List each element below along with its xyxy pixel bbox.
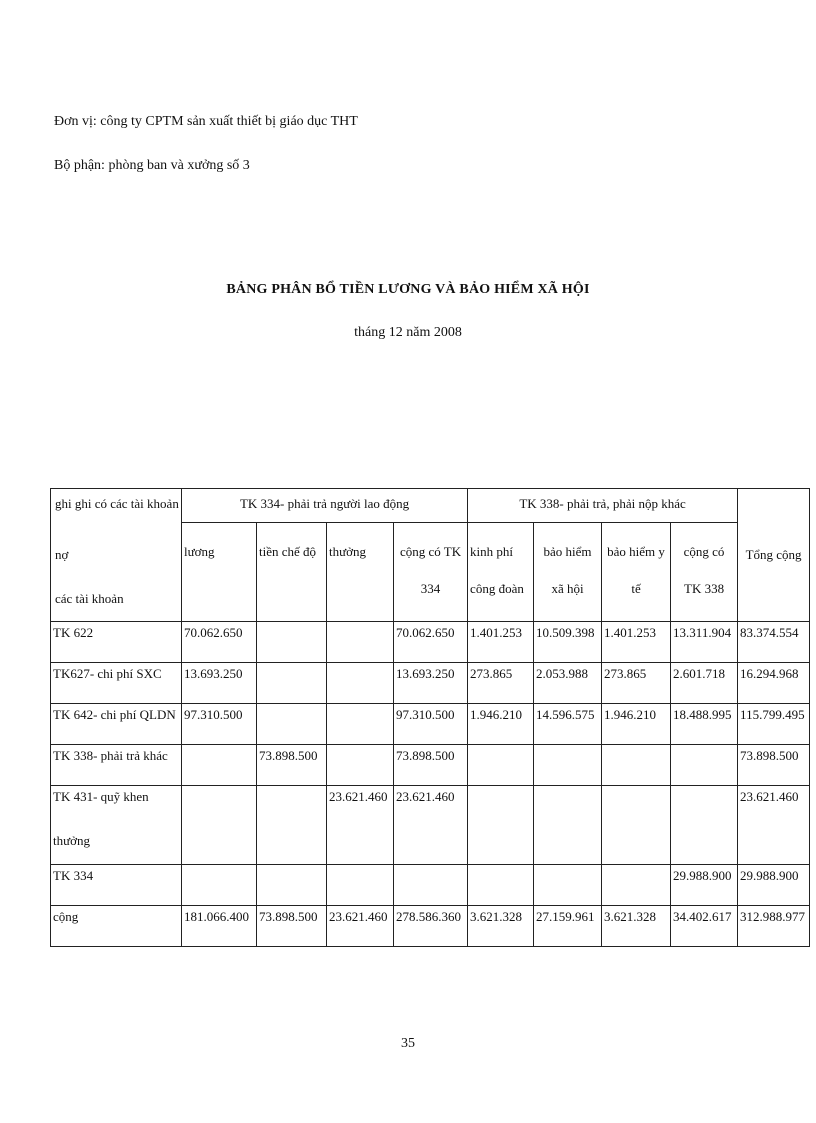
col-header-kinh-phi <box>468 523 534 622</box>
table-row <box>51 704 810 745</box>
unit-line: Đơn vị: công ty CPTM sản xuất thiết bị giáo dục THT <box>54 114 358 129</box>
cell-total: 73.898.500 <box>738 745 810 786</box>
cell-thuong <box>327 622 394 663</box>
cell-bhxh <box>534 745 602 786</box>
cell-kpcd <box>468 865 534 906</box>
col-luong-label: lương <box>184 544 215 560</box>
col-kinh-phi-line2: công đoàn <box>470 581 524 597</box>
cell-total: 29.988.900 <box>738 865 810 906</box>
cell-total: 23.621.460 <box>738 786 810 865</box>
col-bhyt-line1: bảo hiểm y <box>607 544 665 560</box>
col-header-bhxh <box>534 523 602 622</box>
row-label: TK 338- phải trả khác <box>51 745 182 786</box>
cell-luong: 70.062.650 <box>182 622 257 663</box>
cell-cong-334: 13.693.250 <box>394 663 468 704</box>
cell-thuong <box>327 745 394 786</box>
row-label: TK 334 <box>51 865 182 906</box>
col-bhyt-line2: tế <box>631 581 641 597</box>
cell-bhyt <box>602 786 671 865</box>
cell-bhxh: 27.159.961 <box>534 906 602 947</box>
col-header-cong-co-334 <box>394 523 468 622</box>
page-number: 35 <box>401 1036 415 1051</box>
cell-cong-334: 70.062.650 <box>394 622 468 663</box>
cell-che-do <box>257 865 327 906</box>
cell-cong-334: 97.310.500 <box>394 704 468 745</box>
cell-total: 16.294.968 <box>738 663 810 704</box>
cell-che-do <box>257 663 327 704</box>
document-subtitle: tháng 12 năm 2008 <box>354 325 462 340</box>
cell-bhxh <box>534 786 602 865</box>
cell-kpcd: 273.865 <box>468 663 534 704</box>
group-header-338: TK 338- phải trả, phải nộp khác <box>468 489 738 523</box>
row-label: TK627- chi phí SXC <box>51 663 182 704</box>
cell-cong-334: 23.621.460 <box>394 786 468 865</box>
col-tien-che-do-label: tiền chế độ <box>259 544 317 560</box>
cell-che-do: 73.898.500 <box>257 745 327 786</box>
cell-kpcd: 1.401.253 <box>468 622 534 663</box>
col-header-luong <box>182 523 257 622</box>
cell-che-do: 73.898.500 <box>257 906 327 947</box>
row-label-line2: thưởng <box>53 833 91 848</box>
cell-kpcd: 1.946.210 <box>468 704 534 745</box>
cell-cong-338: 18.488.995 <box>671 704 738 745</box>
cell-che-do <box>257 622 327 663</box>
cell-che-do <box>257 704 327 745</box>
row-label-line1: TK 431- quỹ khen <box>53 789 149 804</box>
cell-cong-338: 29.988.900 <box>671 865 738 906</box>
cell-bhyt <box>602 865 671 906</box>
col-bhxh-line2: xã hội <box>551 581 584 597</box>
row-label <box>51 786 182 865</box>
cell-cong-334: 278.586.360 <box>394 906 468 947</box>
row-label: TK 622 <box>51 622 182 663</box>
cell-bhyt: 3.621.328 <box>602 906 671 947</box>
col-kinh-phi-line1: kinh phí <box>470 544 514 560</box>
col-cong-co-334-line2: 334 <box>420 581 441 597</box>
cell-cong-338 <box>671 786 738 865</box>
row-label: cộng <box>51 906 182 947</box>
cell-thuong <box>327 865 394 906</box>
col-thuong-label: thưởng <box>329 544 367 560</box>
department-line: Bộ phận: phòng ban và xưởng số 3 <box>54 158 250 173</box>
table-row <box>51 865 810 906</box>
total-header: Tổng cộng <box>738 489 810 622</box>
corner-header-cell <box>51 489 182 622</box>
cell-thuong: 23.621.460 <box>327 786 394 865</box>
cell-kpcd <box>468 745 534 786</box>
cell-cong-334: 73.898.500 <box>394 745 468 786</box>
corner-line-3: các tài khoản <box>55 591 124 606</box>
col-header-bhyt <box>602 523 671 622</box>
cell-total: 312.988.977 <box>738 906 810 947</box>
header-row-1 <box>51 489 810 523</box>
document-title: BẢNG PHÂN BỔ TIỀN LƯƠNG VÀ BẢO HIỂM XÃ HỘI <box>226 282 590 297</box>
col-cong-co-338-line1: cộng có <box>683 544 725 560</box>
cell-cong-338 <box>671 745 738 786</box>
cell-cong-338: 2.601.718 <box>671 663 738 704</box>
col-cong-co-338-line2: TK 338 <box>684 581 725 597</box>
cell-bhxh: 10.509.398 <box>534 622 602 663</box>
cell-kpcd <box>468 786 534 865</box>
cell-luong: 13.693.250 <box>182 663 257 704</box>
table-row-total <box>51 906 810 947</box>
col-header-tien-che-do <box>257 523 327 622</box>
corner-line-2: nợ <box>55 547 69 562</box>
cell-total: 115.799.495 <box>738 704 810 745</box>
row-label: TK 642- chi phí QLDN <box>51 704 182 745</box>
cell-bhxh: 2.053.988 <box>534 663 602 704</box>
cell-total: 83.374.554 <box>738 622 810 663</box>
cell-thuong <box>327 704 394 745</box>
cell-bhyt: 1.401.253 <box>602 622 671 663</box>
table-row <box>51 663 810 704</box>
cell-bhxh <box>534 865 602 906</box>
cell-che-do <box>257 786 327 865</box>
cell-cong-334 <box>394 865 468 906</box>
cell-bhyt: 1.946.210 <box>602 704 671 745</box>
cell-thuong <box>327 663 394 704</box>
cell-luong <box>182 865 257 906</box>
cell-luong: 97.310.500 <box>182 704 257 745</box>
col-bhxh-line1: bảo hiểm <box>543 544 592 560</box>
table-row <box>51 622 810 663</box>
cell-luong <box>182 786 257 865</box>
col-cong-co-334-line1: cộng có TK <box>399 544 462 560</box>
cell-luong: 181.066.400 <box>182 906 257 947</box>
cell-bhyt: 273.865 <box>602 663 671 704</box>
cell-cong-338: 13.311.904 <box>671 622 738 663</box>
cell-kpcd: 3.621.328 <box>468 906 534 947</box>
corner-line-1: ghi ghi có các tài khoản <box>55 496 179 511</box>
table-row <box>51 745 810 786</box>
cell-luong <box>182 745 257 786</box>
col-header-thuong <box>327 523 394 622</box>
cell-bhxh: 14.596.575 <box>534 704 602 745</box>
col-header-cong-co-338 <box>671 523 738 622</box>
cell-bhyt <box>602 745 671 786</box>
cell-thuong: 23.621.460 <box>327 906 394 947</box>
cell-cong-338: 34.402.617 <box>671 906 738 947</box>
salary-allocation-table <box>50 488 810 947</box>
group-header-334: TK 334- phải trả người lao động <box>182 489 468 523</box>
table-row <box>51 786 810 865</box>
